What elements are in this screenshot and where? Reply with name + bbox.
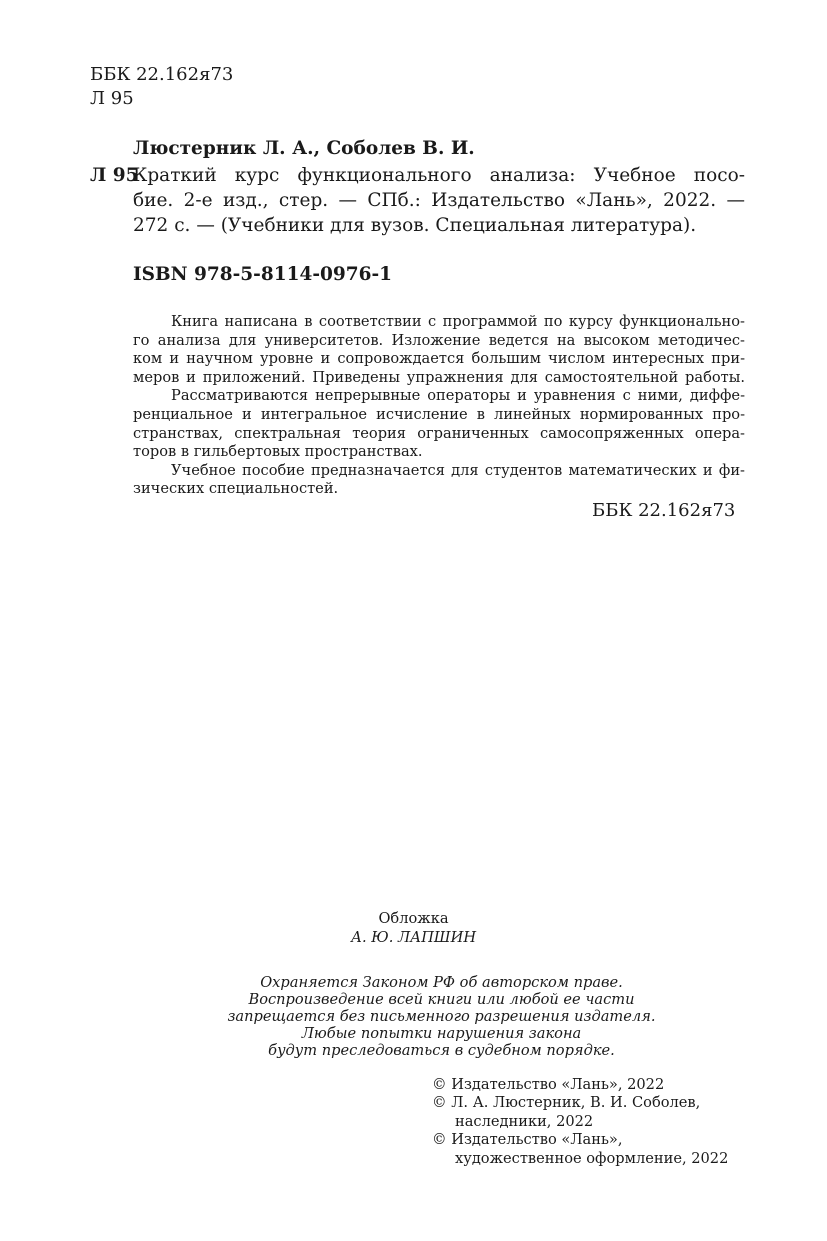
copyright-line: художественное оформление, 2022 xyxy=(455,1149,729,1167)
annotation-line: ренциальное и интегральное исчисление в линейных нормированных про- xyxy=(133,405,745,423)
bbk-footer-code: ББК 22.162я73 xyxy=(592,500,736,521)
biblio-line: 272 с. — (Учебники для вузов. Специальная литература). xyxy=(133,215,697,236)
annotation-line: го анализа для университетов. Изложение ведется на высоком методичес- xyxy=(133,331,745,349)
cover-credit xyxy=(0,910,827,947)
bbk-code: ББК 22.162я73 xyxy=(90,64,234,85)
annotation-line: Книга написана в соответствии с программой по курсу функционально- xyxy=(171,313,745,330)
citation-author-mark: Л 95 xyxy=(90,165,139,186)
legal-line: Охраняется Законом РФ об авторском праве. xyxy=(260,974,623,991)
annotation xyxy=(133,313,745,499)
legal-line: будут преследоваться в судебном порядке. xyxy=(268,1042,615,1059)
biblio-line: Краткий курс функционального анализа: Учебное посо- xyxy=(133,165,745,186)
copyright-block xyxy=(432,1076,728,1168)
annotation-line: меров и приложений. Приведены упражнения для самостоятельной работы. xyxy=(133,368,745,386)
cover-artist: А. Ю. ЛАПШИН xyxy=(350,928,477,946)
annotation-line: торов в гильбертовых пространствах. xyxy=(133,443,423,461)
copyright-line: наследники, 2022 xyxy=(455,1112,594,1130)
copyright-line: © Л. А. Люстерник, В. И. Соболев, xyxy=(432,1094,701,1112)
legal-notice xyxy=(0,974,827,1059)
annotation-line: ком и научном уровне и сопровождается большим числом интересных при- xyxy=(133,350,745,368)
annotation-line: Учебное пособие предназначается для студентов математических и фи- xyxy=(171,461,745,479)
legal-line: запрещается без письменного разрешения издателя. xyxy=(227,1008,656,1025)
author-mark: Л 95 xyxy=(90,88,134,109)
biblio-line: бие. 2-е изд., стер. — СПб.: Издательство «Лань», 2022. — xyxy=(133,190,745,211)
authors: Люстерник Л. А., Соболев В. И. xyxy=(133,138,475,159)
legal-line: Воспроизведение всей книги или любой ее части xyxy=(248,991,635,1008)
copyright-line: © Издательство «Лань», xyxy=(432,1131,623,1149)
cover-label: Обложка xyxy=(378,910,449,927)
annotation-line: зических специальностей. xyxy=(133,480,339,498)
isbn: ISBN 978-5-8114-0976-1 xyxy=(133,264,393,285)
bibliographic-description xyxy=(133,163,745,238)
legal-line: Любые попытки нарушения закона xyxy=(301,1025,582,1042)
annotation-line: Рассматриваются непрерывные операторы и уравнения с ними, диффе- xyxy=(171,387,745,405)
bbk-header xyxy=(90,64,233,112)
copyright-line: © Издательство «Лань», 2022 xyxy=(432,1076,665,1093)
annotation-line: странствах, спектральная теория ограниченных самосопряженных опера- xyxy=(133,424,745,442)
